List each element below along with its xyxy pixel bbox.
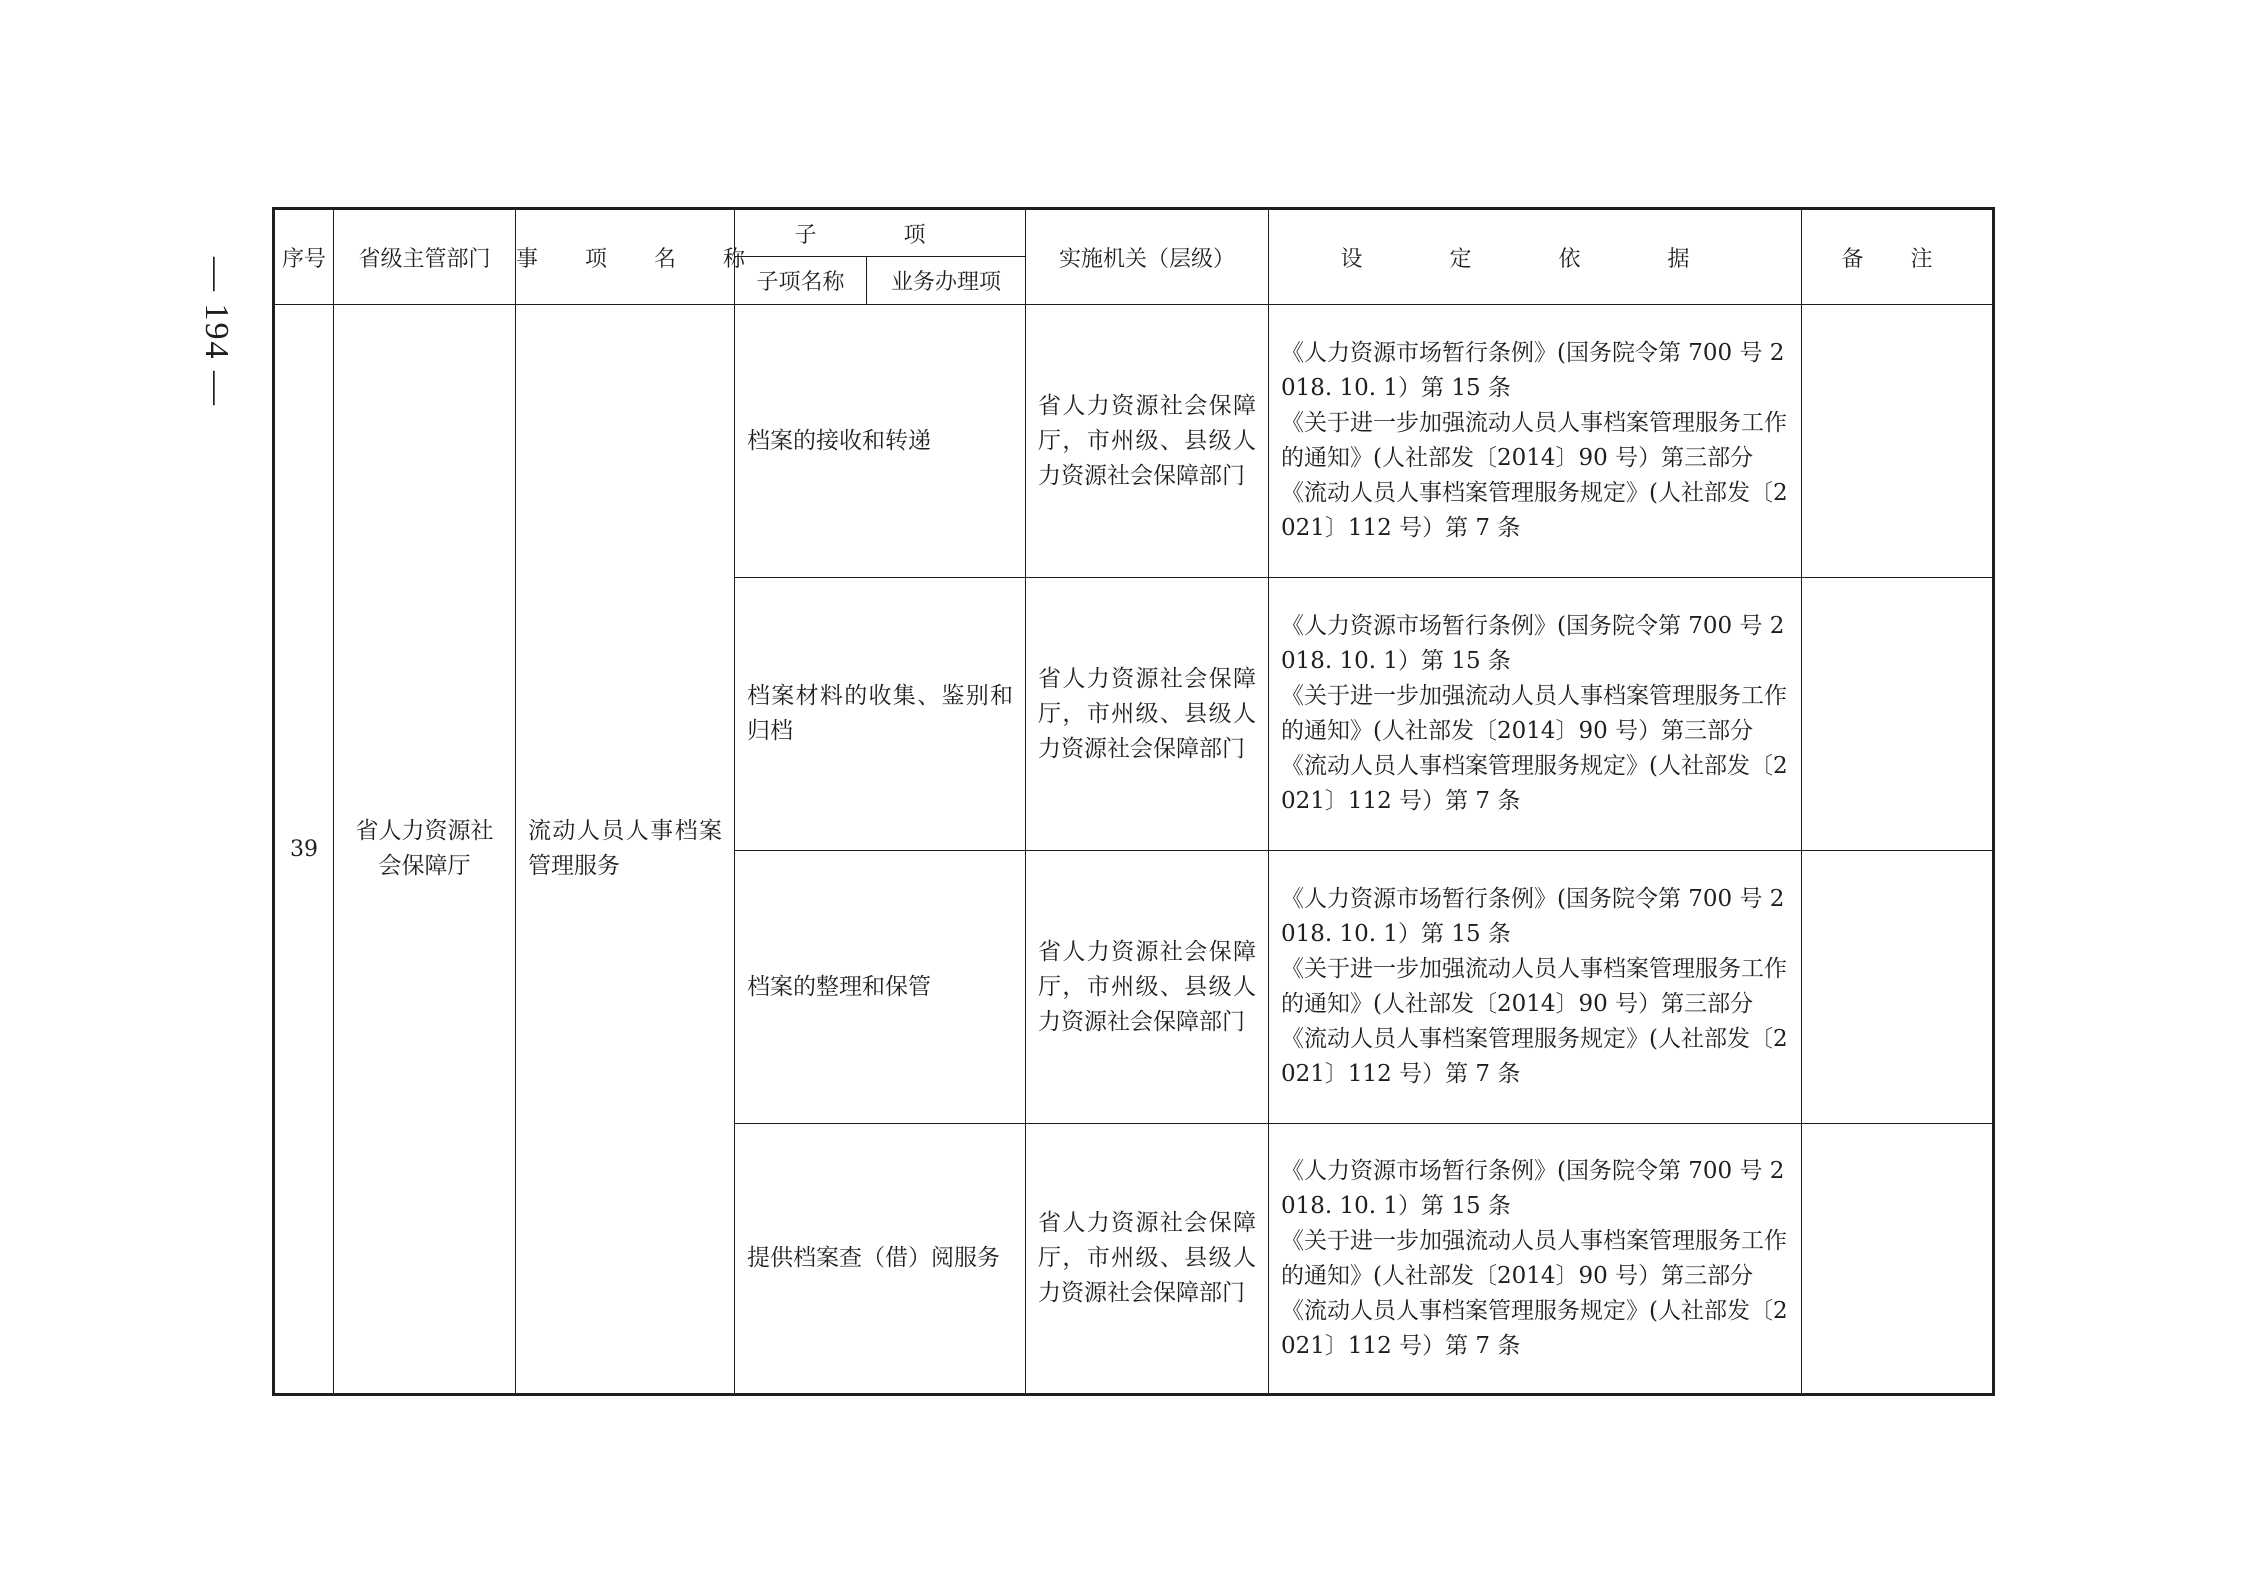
remarks-cell (1802, 1124, 1994, 1395)
basis-line: 《关于进一步加强流动人员人事档案管理服务工作的通知》(人社部发〔2014〕90 号）第三部分 (1281, 956, 1787, 1017)
agency-cell: 省人力资源社会保障厅，市州级、县级人力资源社会保障部门 (1026, 851, 1269, 1124)
basis-line: 《人力资源市场暂行条例》(国务院令第 700 号 2018. 10. 1）第 15 条 (1281, 886, 1785, 947)
basis-line: 《关于进一步加强流动人员人事档案管理服务工作的通知》(人社部发〔2014〕90 号）第三部分 (1281, 410, 1787, 471)
basis-cell (1269, 851, 1802, 1124)
basis-cell (1269, 578, 1802, 851)
basis-cell (1269, 305, 1802, 578)
page-number: — 194 — (198, 257, 235, 407)
header-basis: 设 定 依 据 (1269, 209, 1802, 305)
basis-line: 《关于进一步加强流动人员人事档案管理服务工作的通知》(人社部发〔2014〕90 号）第三部分 (1281, 683, 1787, 744)
basis-line: 《人力资源市场暂行条例》(国务院令第 700 号 2018. 10. 1）第 15 条 (1281, 613, 1785, 674)
sub-item-name-cell: 提供档案查（借）阅服务 (735, 1124, 1026, 1395)
header-business-item: 业务办理项 (867, 257, 1026, 305)
remarks-cell (1802, 305, 1994, 578)
table-row (274, 305, 1994, 578)
header-dept: 省级主管部门 (334, 209, 516, 305)
seq-cell: 39 (274, 305, 334, 1395)
remarks-cell (1802, 578, 1994, 851)
basis-cell (1269, 1124, 1802, 1395)
header-sub-item: 子 项 (735, 209, 1026, 257)
basis-line: 《人力资源市场暂行条例》(国务院令第 700 号 2018. 10. 1）第 15 条 (1281, 340, 1785, 401)
sub-item-name-cell: 档案的整理和保管 (735, 851, 1026, 1124)
sub-item-name-cell: 档案材料的收集、鉴别和归档 (735, 578, 1026, 851)
remarks-cell (1802, 851, 1994, 1124)
agency-cell: 省人力资源社会保障厅，市州级、县级人力资源社会保障部门 (1026, 578, 1269, 851)
header-remarks: 备 注 (1802, 209, 1994, 305)
item-name-cell: 流动人员人事档案管理服务 (516, 305, 735, 1395)
basis-line: 《关于进一步加强流动人员人事档案管理服务工作的通知》(人社部发〔2014〕90 号）第三部分 (1281, 1227, 1787, 1289)
basis-line: 《流动人员人事档案管理服务规定》(人社部发〔2021〕112 号）第 7 条 (1281, 1026, 1788, 1087)
header-sub-item-name: 子项名称 (735, 257, 867, 305)
service-items-table (272, 207, 1995, 1396)
basis-line: 《流动人员人事档案管理服务规定》(人社部发〔2021〕112 号）第 7 条 (1281, 1297, 1788, 1359)
agency-cell: 省人力资源社会保障厅，市州级、县级人力资源社会保障部门 (1026, 1124, 1269, 1395)
basis-line: 《流动人员人事档案管理服务规定》(人社部发〔2021〕112 号）第 7 条 (1281, 753, 1788, 814)
header-item-name: 事 项 名 称 (516, 209, 735, 305)
basis-line: 《人力资源市场暂行条例》(国务院令第 700 号 2018. 10. 1）第 15 条 (1281, 1157, 1785, 1219)
agency-cell: 省人力资源社会保障厅，市州级、县级人力资源社会保障部门 (1026, 305, 1269, 578)
header-agency: 实施机关（层级） (1026, 209, 1269, 305)
header-seq: 序号 (274, 209, 334, 305)
dept-cell: 省人力资源社会保障厅 (334, 305, 516, 1395)
sub-item-name-cell: 档案的接收和转递 (735, 305, 1026, 578)
header-row-top (274, 209, 1994, 257)
basis-line: 《流动人员人事档案管理服务规定》(人社部发〔2021〕112 号）第 7 条 (1281, 480, 1788, 541)
